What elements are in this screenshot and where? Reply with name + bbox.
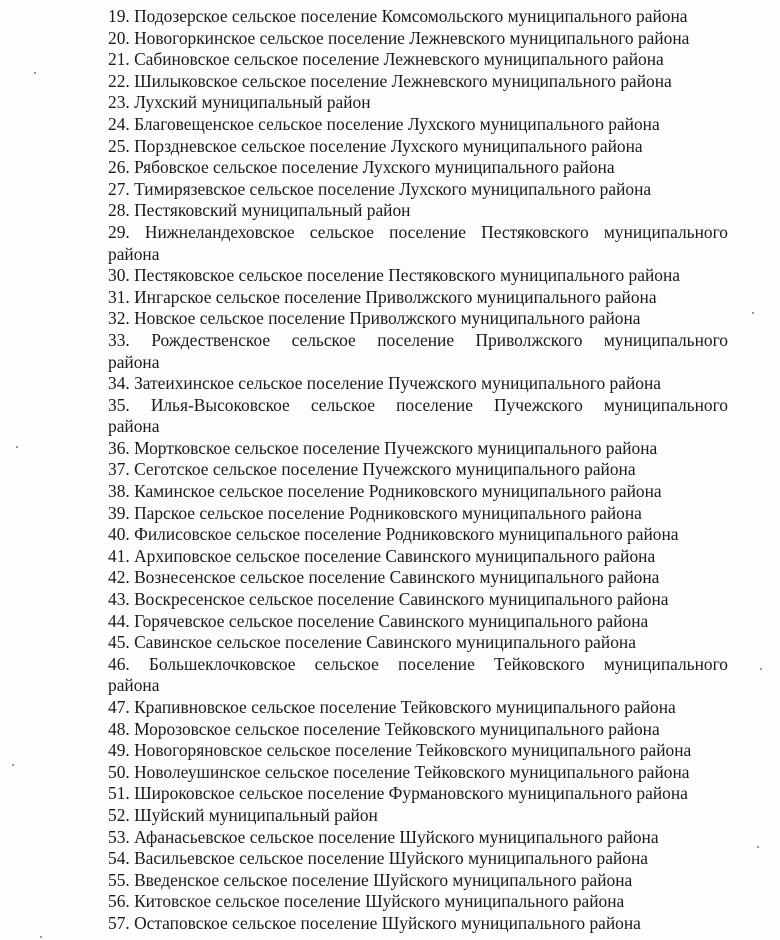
list-item: 46. Большеклочковское сельское поселение Тейковского муниципального района [108, 653, 728, 696]
list-item: 32. Новское сельское поселение Приволжского муниципального района [108, 308, 641, 329]
list-item: 57. Остаповское сельское поселение Шуйского муниципального района [108, 912, 641, 933]
scan-speck [752, 312, 754, 314]
list-item: 31. Ингарское сельское поселение Приволжского муниципального района [108, 286, 657, 307]
scan-speck [12, 764, 14, 766]
list-item: 20. Новогоркинское сельское поселение Лежневского муниципального района [108, 27, 690, 48]
list-item: 40. Филисовское сельское поселение Родниковского муниципального района [108, 524, 679, 545]
list-item: 54. Васильевское сельское поселение Шуйского муниципального района [108, 848, 648, 869]
list-item: 25. Порздневское сельское поселение Лухского муниципального района [108, 135, 643, 156]
settlement-list [108, 6, 728, 935]
list-item: 44. Горячевское сельское поселение Савинского муниципального района [108, 610, 649, 631]
list-item: 23. Лухский муниципальный район [108, 92, 371, 113]
list-item: 28. Пестяковский муниципальный район [108, 200, 411, 221]
scan-speck [34, 72, 36, 74]
list-item: 22. Шилыковское сельское поселение Лежневского муниципального района [108, 70, 672, 91]
list-item: 24. Благовещенское сельское поселение Лухского муниципального района [108, 113, 660, 134]
scan-speck [16, 446, 18, 448]
list-item: 45. Савинское сельское поселение Савинского муниципального района [108, 632, 636, 653]
scan-speck [760, 668, 762, 670]
list-item: 35. Илья-Высоковское сельское поселение Пучежского муниципального района [108, 394, 728, 437]
list-item: 49. Новогоряновское сельское поселение Тейковского муниципального района [108, 740, 692, 761]
list-item: 26. Рябовское сельское поселение Лухского муниципального района [108, 157, 615, 178]
list-item: 50. Новолеушинское сельское поселение Тейковского муниципального района [108, 761, 690, 782]
list-item: 52. Шуйский муниципальный район [108, 804, 378, 825]
list-item: 21. Сабиновское сельское поселение Лежневского муниципального района [108, 49, 664, 70]
list-item: 43. Воскресенское сельское поселение Савинского муниципального района [108, 589, 669, 610]
list-item: 27. Тимирязевское сельское поселение Лухского муниципального района [108, 178, 652, 199]
list-item: 51. Широковское сельское поселение Фурмановского муниципального района [108, 783, 688, 804]
list-item: 48. Морозовское сельское поселение Тейковского муниципального района [108, 718, 660, 739]
scan-speck [757, 846, 759, 848]
list-item: 41. Архиповское сельское поселение Савинского муниципального района [108, 545, 656, 566]
list-item: 19. Подозерское сельское поселение Комсомольского муниципального района [108, 6, 688, 26]
list-item: 55. Введенское сельское поселение Шуйского муниципального района [108, 869, 633, 890]
list-item: 37. Сеготское сельское поселение Пучежского муниципального района [108, 459, 636, 480]
list-item: 30. Пестяковское сельское поселение Пестяковского муниципального района [108, 265, 680, 286]
list-item: 29. Нижнеландеховское сельское поселение Пестяковского муниципального района [108, 221, 728, 264]
list-item: 38. Каминское сельское поселение Родниковского муниципального района [108, 481, 662, 502]
scan-speck [40, 936, 42, 938]
list-item: 39. Парское сельское поселение Родниковского муниципального района [108, 502, 642, 523]
list-item: 47. Крапивновское сельское поселение Тейковского муниципального района [108, 697, 676, 717]
list-item: 34. Затеихинское сельское поселение Пучежского муниципального района [108, 373, 661, 394]
list-item: 33. Рождественское сельское поселение Приволжского муниципального района [108, 329, 728, 372]
list-item: 36. Мортковское сельское поселение Пучежского муниципального района [108, 437, 658, 458]
list-item: 42. Вознесенское сельское поселение Савинского муниципального района [108, 567, 660, 588]
list-item: 53. Афанасьевское сельское поселение Шуйского муниципального района [108, 826, 659, 847]
list-item: 56. Китовское сельское поселение Шуйского муниципального района [108, 891, 625, 912]
